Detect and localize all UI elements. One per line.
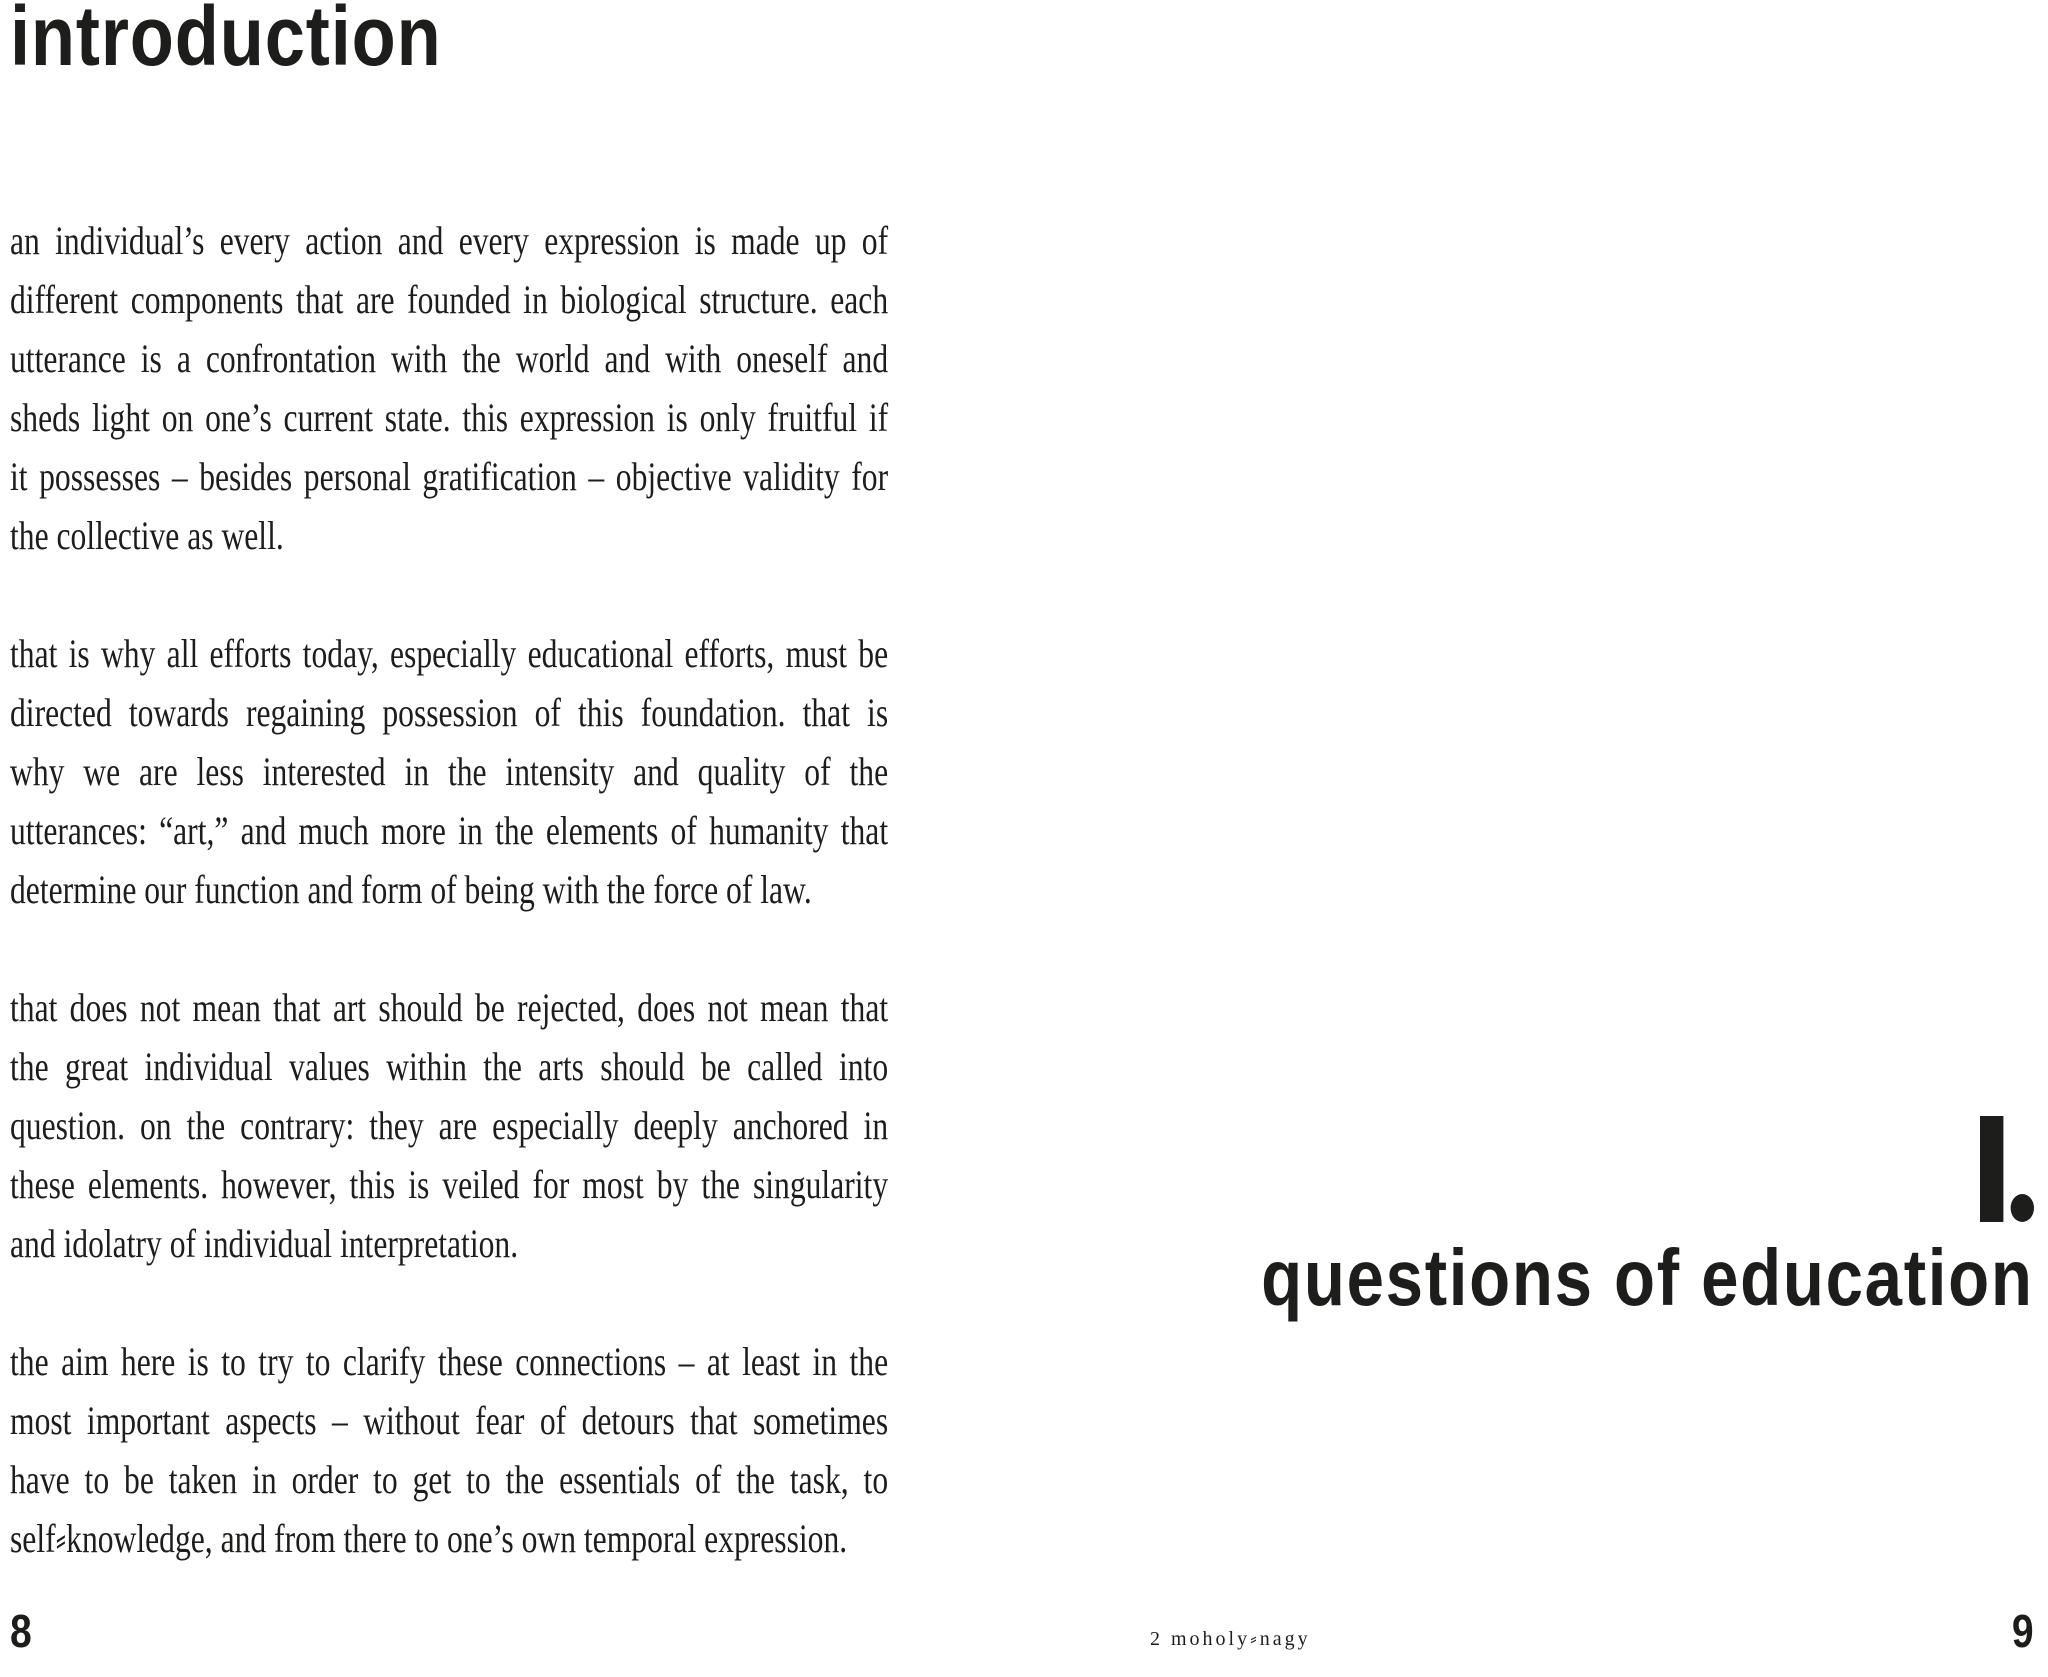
text-line: the collective as well. [10, 513, 284, 558]
text-line: that is why all efforts today, especially educational efforts, must be [10, 631, 889, 676]
text-line: most important aspects – without fear of detours that sometimes [10, 1398, 889, 1443]
right-page [1024, 0, 2048, 1677]
body-text [10, 211, 888, 1627]
text-line: an individual’s every action and every expression is made up of [10, 218, 889, 263]
paragraph [10, 978, 888, 1273]
text-line: different components that are founded in biological structure. each [10, 277, 889, 322]
text-line: the aim here is to try to clarify these connections – at least in the [10, 1339, 889, 1384]
text-line: determine our function and form of being with the force of law. [10, 867, 812, 912]
text-line: these elements. however, this is veiled for most by the singularity [10, 1162, 889, 1207]
part-title: questions of education [1261, 1233, 2034, 1322]
text-line: that does not mean that art should be rejected, does not mean that [10, 985, 889, 1030]
text-line: and idolatry of individual interpretation. [10, 1221, 519, 1266]
text-line: utterance is a confrontation with the world and with oneself and [10, 336, 889, 381]
text-line: directed towards regaining possession of this foundation. that is [10, 690, 889, 735]
chapter-title: introduction [10, 0, 442, 83]
page-number-left: 8 [10, 1605, 32, 1657]
part-numeral-text [1980, 1062, 1981, 1063]
running-footer: 2 moholy⸗nagy [1150, 1628, 1311, 1650]
text-line: the great individual values within the arts should be called into [10, 1044, 889, 1089]
text-line: question. on the contrary: they are especially deeply anchored in [10, 1103, 889, 1148]
numeral-dot [2011, 1194, 2034, 1222]
page-number-right: 9 [2012, 1605, 2034, 1657]
text-line: utterances: “art,” and much more in the elements of humanity that [10, 808, 889, 853]
text-line: self⸗knowledge, and from there to one’s own temporal expression. [10, 1516, 848, 1561]
part-numeral [1980, 1062, 2034, 1222]
paragraph [10, 624, 888, 919]
paragraph [10, 1332, 888, 1568]
text-line: why we are less interested in the intensity and quality of the [10, 749, 889, 794]
text-line: it possesses – besides personal gratification – objective validity for [10, 454, 889, 499]
text-line: have to be taken in order to get to the essentials of the task, to [10, 1457, 889, 1502]
paragraph [10, 211, 888, 565]
numeral-stroke [1980, 1116, 2003, 1222]
text-line: sheds light on one’s current state. this expression is only fruitful if [10, 395, 889, 440]
